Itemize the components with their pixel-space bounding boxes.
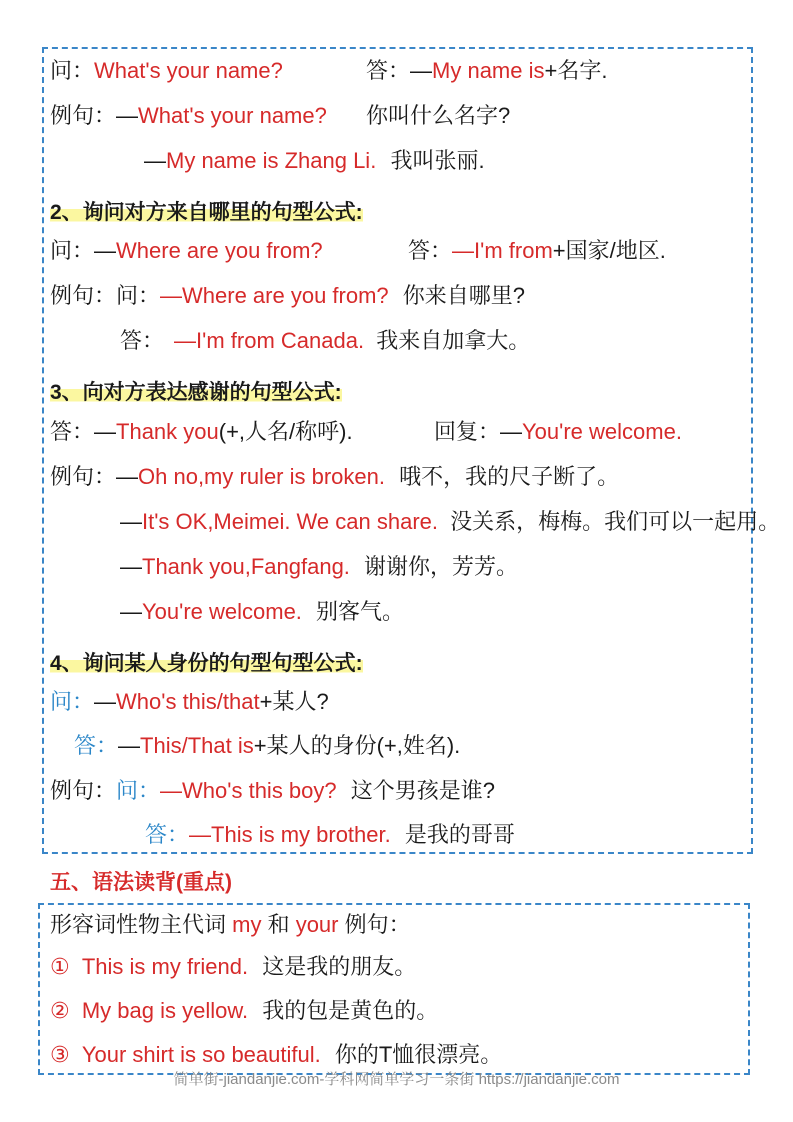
example-en: Oh no,my ruler is broken. xyxy=(138,464,385,489)
b1-line2-cn xyxy=(366,101,510,131)
b3-line1-reply xyxy=(434,417,682,447)
example-cn: 没关系，梅梅。我们可以一起用。 xyxy=(450,509,781,534)
b2-line2 xyxy=(50,281,525,311)
dash: — xyxy=(144,148,166,173)
number-1: ① xyxy=(50,954,70,979)
dash: — xyxy=(120,509,142,534)
b2-line1 xyxy=(50,236,323,266)
example-cn: 你来自哪里? xyxy=(402,283,526,308)
number-3: ③ xyxy=(50,1042,70,1067)
label-example: 例句：— xyxy=(50,464,139,489)
b4-line2 xyxy=(74,731,460,761)
example-cn: 哦不，我的尺子断了。 xyxy=(399,464,620,489)
s5-example-3 xyxy=(50,1040,502,1070)
example-en: My name is Zhang Li. xyxy=(166,148,377,173)
label-answer: 答： xyxy=(408,238,453,263)
label-answer: 答：— xyxy=(50,419,117,444)
example-en: —Who's this boy? xyxy=(160,778,337,803)
a-tail: +国家/地区. xyxy=(552,238,666,263)
reply-text: You're welcome. xyxy=(522,419,682,444)
example-en: Thank you,Fangfang. xyxy=(142,554,350,579)
b1-line1 xyxy=(50,56,283,86)
label-example: 例句：— xyxy=(50,103,139,128)
label-ask: 问：— xyxy=(50,238,117,263)
example-cn: 是我的哥哥 xyxy=(404,822,515,847)
intro-example: 例句： xyxy=(338,912,411,937)
example-en: You're welcome. xyxy=(142,599,302,624)
a-text: This/That is xyxy=(140,733,254,758)
label-ask: 问： xyxy=(116,778,161,803)
dash: — xyxy=(118,733,141,758)
example-en: My bag is yellow. xyxy=(81,998,249,1023)
label-answer: 答： xyxy=(74,733,119,758)
example-en: —Where are you from? xyxy=(160,283,389,308)
example-cn: 这是我的朋友。 xyxy=(262,954,417,979)
b1-line1-answer xyxy=(366,56,607,86)
b2-line1-answer xyxy=(408,236,666,266)
example-en: —This is my brother. xyxy=(189,822,391,847)
b3-line3 xyxy=(120,507,780,537)
section-5-title: 五、语法读背(重点) xyxy=(50,871,232,894)
b3-line5 xyxy=(120,597,404,627)
q-text: What's your name? xyxy=(94,58,283,83)
b1-line3 xyxy=(144,146,485,176)
heading-3 xyxy=(50,378,342,408)
example-en: This is my friend. xyxy=(81,954,249,979)
b3-line2 xyxy=(50,462,619,492)
dash: — xyxy=(410,58,433,83)
label-answer: 答： xyxy=(120,328,165,353)
label-example: 例句：问： xyxy=(50,283,161,308)
example-en: It's OK,Meimei. We can share. xyxy=(142,509,439,534)
example-en: What's your name? xyxy=(138,103,327,128)
a-text: —I'm from xyxy=(452,238,553,263)
q-text: Who's this/that xyxy=(116,689,260,714)
heading-4-text: 4、询问某人身份的句型句型公式: xyxy=(50,652,363,675)
label-answer: 答： xyxy=(366,58,411,83)
label-answer: 答： xyxy=(145,822,190,847)
dash: — xyxy=(94,689,117,714)
word-my: my xyxy=(232,912,262,937)
heading-2-text: 2、询问对方来自哪里的句型公式: xyxy=(50,201,363,224)
example-cn: 我来自加拿大。 xyxy=(376,328,531,353)
example-cn: 这个男孩是谁? xyxy=(350,778,496,803)
b3-line1 xyxy=(50,417,353,447)
example-cn: 你的T恤很漂亮。 xyxy=(334,1042,503,1067)
number-2: ② xyxy=(50,998,70,1023)
example-cn: 我叫张丽. xyxy=(390,148,485,173)
a-tail: +名字. xyxy=(544,58,608,83)
heading-3-text: 3、向对方表达感谢的句型公式: xyxy=(50,381,342,404)
example-cn: 我的包是黄色的。 xyxy=(262,998,439,1023)
heading-2 xyxy=(50,198,363,228)
dash: — xyxy=(120,554,142,579)
example-cn: 你叫什么名字? xyxy=(366,103,511,128)
label-example: 例句： xyxy=(50,778,117,803)
a-tail: (+,人名/称呼). xyxy=(218,419,353,444)
heading-4 xyxy=(50,649,363,679)
example-en: —I'm from Canada. xyxy=(174,328,365,353)
s5-example-1 xyxy=(50,952,416,982)
example-cn: 谢谢你，芳芳。 xyxy=(364,554,519,579)
b4-line4 xyxy=(145,820,515,850)
b4-line3 xyxy=(50,776,495,806)
q-tail: +某人? xyxy=(259,689,329,714)
label-ask: 问： xyxy=(50,58,95,83)
s5-intro xyxy=(50,910,411,940)
b1-line2 xyxy=(50,101,327,131)
footer-watermark: 简单街-jiandanjie.com-学科网简单学习一条街 https://jiandanjie.com xyxy=(173,1071,620,1088)
a-tail: +某人的身份(+,姓名). xyxy=(253,733,461,758)
label-reply: 回复：— xyxy=(434,419,523,444)
word-your: your xyxy=(295,912,339,937)
b2-line3 xyxy=(120,326,530,356)
b3-line4 xyxy=(120,552,518,582)
example-cn: 别客气。 xyxy=(316,599,405,624)
b4-line1 xyxy=(50,687,329,717)
intro-and: 和 xyxy=(261,912,296,937)
a-text: Thank you xyxy=(116,419,219,444)
example-en: Your shirt is so beautiful. xyxy=(81,1042,321,1067)
label-ask: 问： xyxy=(50,689,95,714)
s5-example-2 xyxy=(50,996,438,1026)
intro-text: 形容词性物主代词 xyxy=(50,912,233,937)
q-text: Where are you from? xyxy=(116,238,323,263)
dash: — xyxy=(120,599,142,624)
a-text: My name is xyxy=(432,58,545,83)
